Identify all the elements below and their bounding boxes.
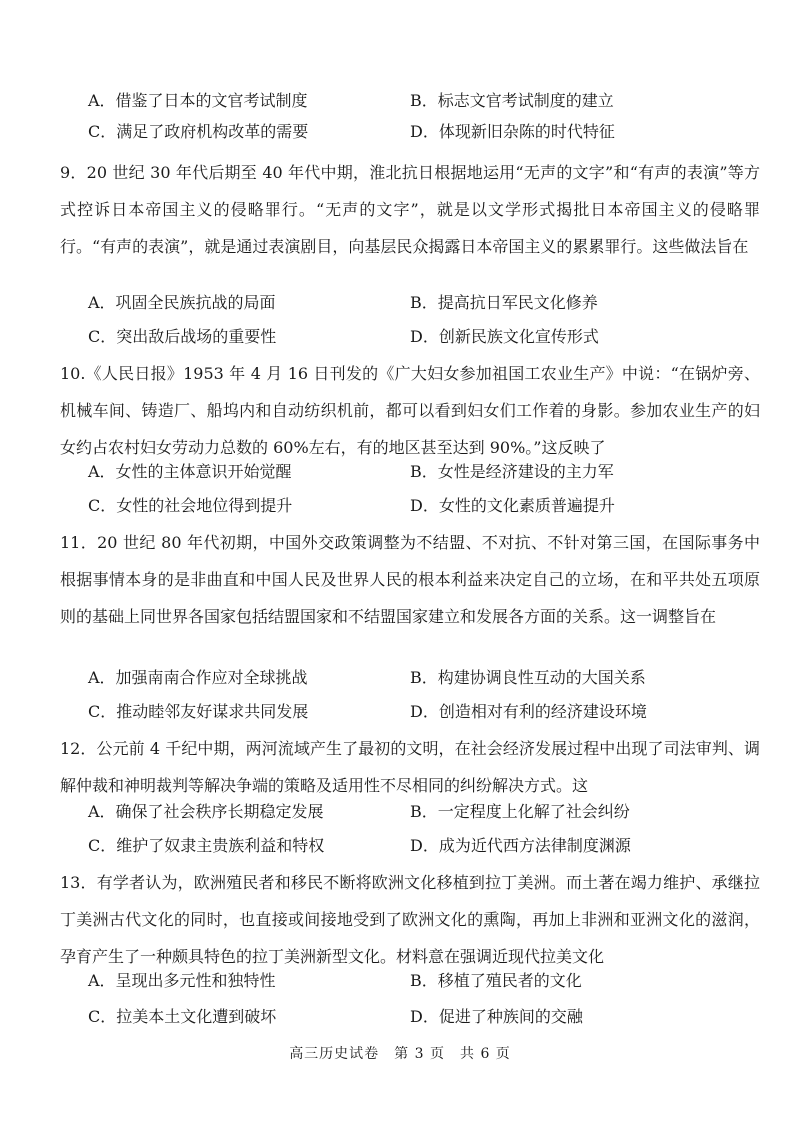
- q10-option-d: D．女性的文化素质普遍提升: [410, 496, 615, 515]
- q12-stem: 12．公元前 4 千纪中期，两河流域产生了最初的文明，在社会经济发展过程中出现了司法审判、调解仲裁和神明裁判等解决争端的策略及适用性不尽相同的纠纷解决方式。这: [60, 739, 760, 795]
- q13-stem: 13．有学者认为，欧洲殖民者和移民不断将欧洲文化移植到拉丁美洲。而土著在竭力维护、承继拉丁美洲古代文化的同时，也直接或间接地受到了欧洲文化的熏陶，再加上非洲和亚洲文化的滋润，孕育产生了一种颇具特色的拉丁美洲新型文化。材料意在强调近现代拉美文化: [60, 873, 760, 966]
- q11-option-d: D．创造相对有利的经济建设环境: [410, 702, 647, 721]
- q12-option-a: A．确保了社会秩序长期稳定发展: [88, 802, 324, 821]
- q12-option-d: D．成为近代西方法律制度渊源: [410, 836, 631, 855]
- q8-option-d: D．体现新旧杂陈的时代特征: [410, 122, 615, 141]
- q10-stem: 10.《人民日报》1953 年 4 月 16 日刊发的《广大妇女参加祖国工农业生产》中说：“在锅炉旁、机械车间、铸造厂、船坞内和自动纺织机前，都可以看到妇女们工作着的身影。参加农业生产的妇女约占农村妇女劳动力总数的 60%左右，有的地区甚至达到 90%。”这反映了: [60, 364, 760, 457]
- q12-option-b: B．一定程度上化解了社会纠纷: [410, 802, 630, 821]
- q9-option-a: A．巩固全民族抗战的局面: [88, 293, 276, 312]
- q13-option-b: B．移植了殖民者的文化: [410, 971, 582, 990]
- q9-option-c: C．突出敌后战场的重要性: [88, 327, 277, 346]
- q9-stem: 9．20 世纪 30 年代后期至 40 年代中期，淮北抗日根据地运用“无声的文字”和“有声的表演”等方式控诉日本帝国主义的侵略罪行。“无声的文字”，就是以文学形式揭批日本帝国主义的侵略罪行。“有声的表演”，就是通过表演剧目，向基层民众揭露日本帝国主义的累累罪行。这些做法旨在: [60, 163, 760, 256]
- q8-option-c: C．满足了政府机构改革的需要: [88, 122, 309, 141]
- q13-option-c: C．拉美本土文化遭到破坏: [88, 1007, 277, 1026]
- q11-option-c: C．推动睦邻友好谋求共同发展: [88, 702, 309, 721]
- page-footer: 高三历史试卷 第 3 页 共 6 页: [289, 1046, 511, 1062]
- q11-option-a: A．加强南南合作应对全球挑战: [88, 668, 308, 687]
- q13-option-a: A．呈现出多元性和独特性: [88, 971, 276, 990]
- q11-option-b: B．构建协调良性互动的大国关系: [410, 668, 646, 687]
- q10-option-c: C．女性的社会地位得到提升: [88, 496, 293, 515]
- q8-option-b: B．标志文官考试制度的建立: [410, 91, 614, 110]
- q11-stem: 11．20 世纪 80 年代初期，中国外交政策调整为不结盟、不对抗、不针对第三国，在国际事务中根据事情本身的是非曲直和中国人民及世界人民的根本利益来决定自己的立场，在和平共处五项原则的基础上同世界各国家包括结盟国家和不结盟国家建立和发展各方面的关系。这一调整旨在: [60, 533, 760, 626]
- q9-option-d: D．创新民族文化宣传形式: [410, 327, 599, 346]
- q10-option-a: A．女性的主体意识开始觉醒: [88, 462, 292, 481]
- q12-option-c: C．维护了奴隶主贵族利益和特权: [88, 836, 325, 855]
- q13-option-d: D．促进了种族间的交融: [410, 1007, 583, 1026]
- q8-option-a: A．借鉴了日本的文官考试制度: [88, 91, 308, 110]
- q9-option-b: B．提高抗日军民文化修养: [410, 293, 598, 312]
- q10-option-b: B．女性是经济建设的主力军: [410, 462, 614, 481]
